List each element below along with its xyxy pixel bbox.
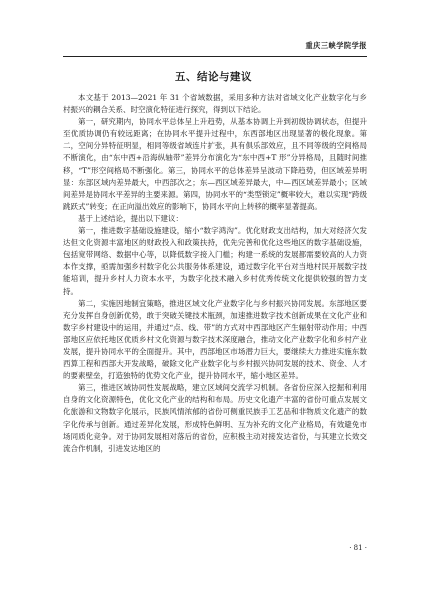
section-title: 五、结论与建议 [175, 71, 252, 83]
paragraph: 第三，推进区域协同性发展战略，建立区域间交流学习机制。各省份应深入挖掘和利用自身的文化资源特色，优化文化产业的结构和布局。历史文化遗产丰富的省份可重点发展文化旅游和文物数字化展示，民族风情浓郁的省份可侧重民族手工艺品和非物质文化遗产的数字化传承与创新。通过差异化发展，形成特色鲜明、互为补充的文化产业格局，有效避免市场同质化竞争。对于协同发展相对落后的省份，应积极主动对接发达省份，与其建立长效交流合作机制，引进发达地区的 [63, 383, 367, 453]
page-number: · 81 · [349, 544, 367, 552]
journal-header [63, 40, 367, 57]
body-text [63, 92, 367, 455]
paragraph: 第二，实施因地制宜策略，推进区域文化产业数字化与乡村振兴协同发展。东部地区要充分发挥自身创新优势，敢于突破关键技术瓶颈，加速推进数字技术创新成果在文化产业和数字乡村建设中的运用，并通过“点、线、带”的方式对中西部地区产生辐射带动作用；中西部地区应依托地区优质乡村文化资源与数字技术深度融合，推动文化产业数字化和乡村产业发展，提升协同水平的全面提升。其中，西部地区市场潜力巨大，要继续大力推进实施东数西算工程和西部大开发战略，破除文化产业数字化与乡村振兴协同发展的技术、资金、人才的要素壁垒，打造独特的优势文化产业，提升协同水平，缩小地区差异。 [63, 298, 367, 381]
paragraph: 基于上述结论，提出以下建议： [78, 213, 183, 223]
journal-name: 重庆三峡学院学报 [305, 41, 367, 50]
paragraph: 本文基于 2013—2021 年 31 个省域数据，采用多种方法对省域文化产业数字化与乡村振兴的耦合关系、时空演化特征进行探究，得到以下结论。 [63, 93, 367, 115]
paragraph: 第一，推进数字基础设施建设，缩小“数字鸿沟”。优化财政支出结构，加大对经济欠发达但文化资源丰富地区的财政投入和政策扶持，优先完善和优化这些地区的数字基础设施，包括宽带网络、数据中心等，以降低数字接入门槛；构建一系统的发展都需要较高的人力资本作支撑，亟需加强乡村数字化公共服务体系建设，通过数字化平台对当地村民开展数字技能培训，提升乡村人力资本水平，为数字化技术融入乡村优秀传统文化提供较强的智力支持。 [63, 226, 367, 296]
paragraph: 第一，研究期内，协同水平总体呈上升趋势，从基本协调上升到初级协调状态，但提升至优质协调仍有较远距离；在协同水平提升过程中，东西部地区出现显著的极化现象。第二，空间分异特征明显，相同等级省域连片扩张，具有俱乐部效应，且不同等级的空间格局不断演化，由“东中西+沿海纵轴带”差异分布演化为“东中西+T 形”分异格局，且随时间推移，“T”形空间格局不断强化。第三，协同水平的总体差异呈波动下降趋势，但区域差异明显：东部区域内差异最大，中西部次之；东—西区域差异最大，中—西区域差异最小；区域间差异是协同水平差异的主要来源。第四，协同水平的“类型锁定”概率较大，难以实现“跨级跳跃式”转变；在正向溢出效应的影响下，协同水平向上转移的概率显著提高。 [63, 117, 368, 211]
